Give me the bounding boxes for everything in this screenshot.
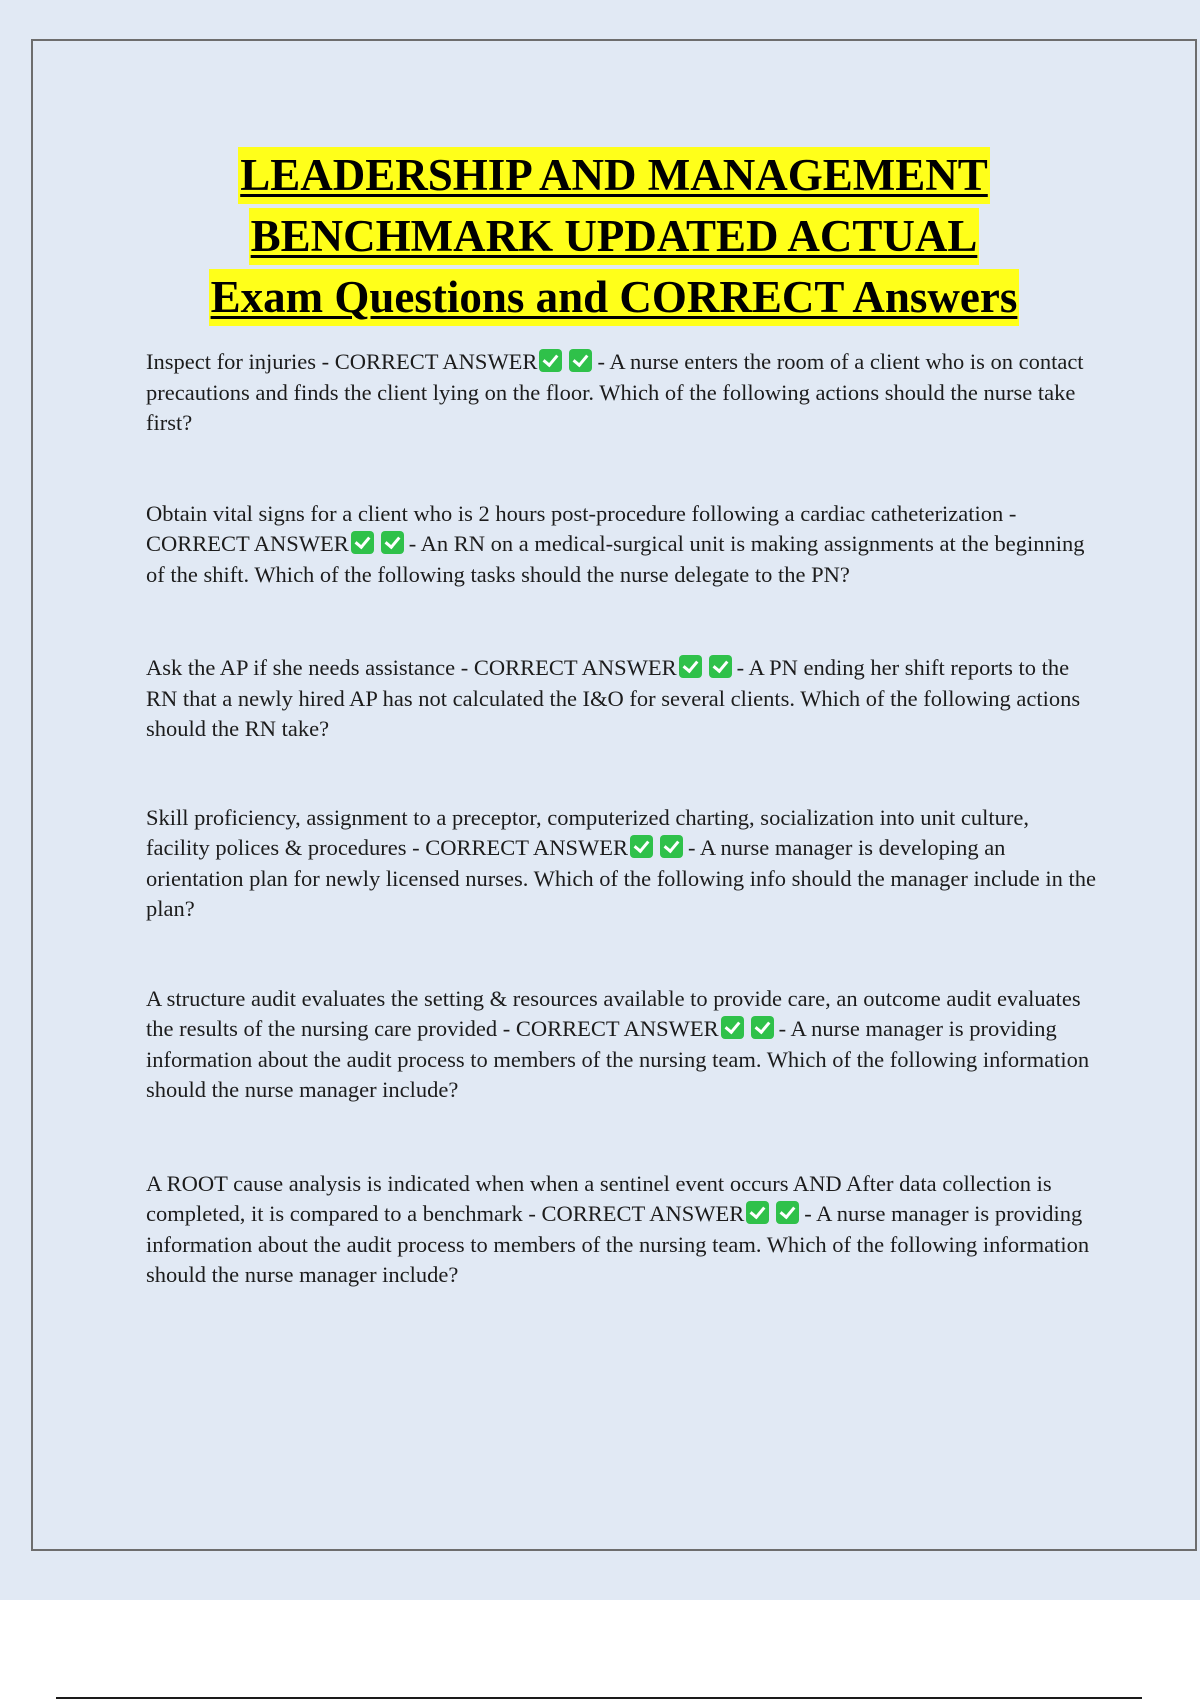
check-box-icon bbox=[721, 1016, 744, 1039]
check-box-icon bbox=[351, 531, 374, 554]
check-box-icon bbox=[381, 531, 404, 554]
check-box-icon bbox=[679, 655, 702, 678]
check-box-icon bbox=[709, 655, 732, 678]
qa-answer: A ROOT cause analysis is indicated when when a sentinel event occurs AND After data collection is completed, it is compared to a benchmark - CORRECT ANSWER bbox=[146, 1170, 1052, 1226]
qa-answer: Obtain vital signs for a client who is 2 hours post-procedure following a cardiac catheterization - CORRECT ANSWER bbox=[146, 500, 1017, 556]
title-line-1: LEADERSHIP AND MANAGEMENT bbox=[238, 147, 990, 204]
qa-question: - An RN on a medical-surgical unit is making assignments at the beginning of the shift. Which of the following tasks should the nurse delegate to the PN? bbox=[146, 531, 1085, 587]
check-box-icon bbox=[660, 835, 683, 858]
qa-item bbox=[146, 1169, 1096, 1291]
check-box-icon bbox=[630, 835, 653, 858]
qa-item bbox=[146, 347, 1096, 439]
qa-item bbox=[146, 984, 1096, 1106]
check-box-icon bbox=[746, 1201, 769, 1224]
check-box-icon bbox=[776, 1201, 799, 1224]
qa-item bbox=[146, 653, 1096, 745]
qa-question: - A nurse manager is providing information about the audit process to members of the nursing team. Which of the following information should the nurse manager include? bbox=[146, 1201, 1090, 1287]
qa-item bbox=[146, 499, 1096, 591]
title-line-2: BENCHMARK UPDATED ACTUAL bbox=[249, 208, 980, 265]
document-title bbox=[31, 145, 1197, 328]
check-box-icon bbox=[751, 1016, 774, 1039]
bottom-divider bbox=[56, 1697, 1142, 1699]
qa-question: - A PN ending her shift reports to the RN that a newly hired AP has not calculated the I&O for several clients. Which of the following actions should the RN take? bbox=[146, 655, 1081, 741]
check-box-icon bbox=[539, 349, 562, 372]
qa-answer: A structure audit evaluates the setting & resources available to provide care, an outcome audit evaluates the results of the nursing care provided - CORRECT ANSWER bbox=[146, 985, 1081, 1041]
qa-answer: Inspect for injuries - CORRECT ANSWER bbox=[146, 349, 538, 374]
qa-list bbox=[146, 347, 1096, 1291]
check-box-icon bbox=[569, 349, 592, 372]
qa-question: - A nurse manager is developing an orientation plan for newly licensed nurses. Which of the following info should the manager include in the plan? bbox=[146, 835, 1096, 921]
qa-item bbox=[146, 803, 1096, 925]
qa-answer: Ask the AP if she needs assistance - CORRECT ANSWER bbox=[146, 655, 677, 680]
qa-answer: Skill proficiency, assignment to a preceptor, computerized charting, socialization into unit culture, facility polices & procedures - CORRECT ANSWER bbox=[146, 804, 1029, 860]
qa-question: - A nurse manager is providing information about the audit process to members of the nursing team. Which of the following information should the nurse manager include? bbox=[146, 1016, 1090, 1102]
qa-question: - A nurse enters the room of a client who is on contact precautions and finds the client lying on the floor. Which of the following actions should the nurse take first? bbox=[146, 349, 1084, 435]
title-line-3: Exam Questions and CORRECT Answers bbox=[209, 269, 1020, 326]
